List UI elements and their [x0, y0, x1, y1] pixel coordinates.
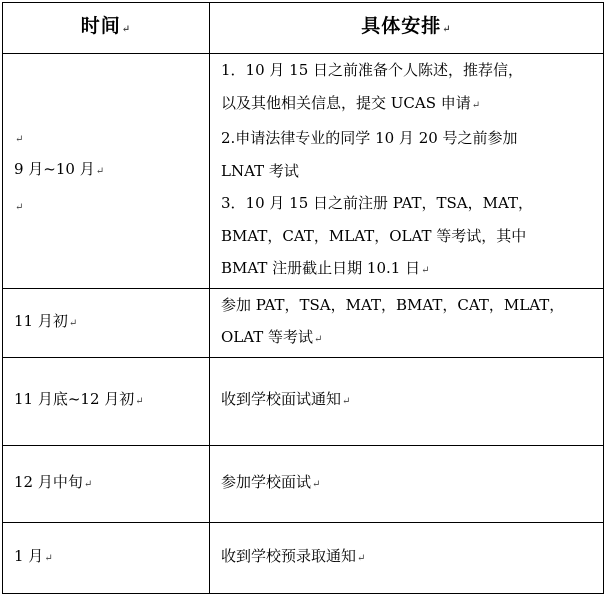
detail-cell: [210, 522, 604, 593]
time-cell: [3, 522, 210, 593]
time-cell: [3, 357, 210, 445]
table-row: [3, 357, 604, 445]
schedule-table: [2, 2, 604, 594]
time-cell: [3, 445, 210, 522]
empty-paragraph: [14, 121, 203, 154]
detail-line: 2.申请法律专业的同学 10 月 20 号之前参加: [221, 129, 518, 147]
time-text: 9 月~10 月: [14, 160, 95, 178]
paragraph-mark-icon: ↵: [83, 478, 93, 490]
paragraph-mark-icon: ↵: [342, 396, 351, 408]
time-cell: [3, 288, 210, 357]
header-time: [3, 3, 210, 54]
paragraph-mark-icon: ↵: [421, 265, 430, 276]
time-text: 11 月初: [14, 311, 68, 330]
paragraph-mark-icon: ↵: [471, 99, 481, 111]
paragraph-mark-icon: ↵: [442, 23, 452, 35]
detail-cell: [210, 54, 604, 289]
time-cell: [3, 54, 210, 289]
table-row: [3, 445, 604, 522]
detail-line: 1．10 月 15 日之前准备个人陈述，推荐信，: [221, 61, 524, 79]
table-row: [3, 54, 604, 289]
detail-text: OLAT 等考试: [221, 328, 314, 346]
detail-line: [221, 87, 597, 123]
table-row: [3, 288, 604, 357]
detail-line: LNAT 考试: [221, 161, 299, 180]
table-row: [3, 522, 604, 593]
paragraph-mark-icon: ↵: [135, 396, 144, 408]
empty-paragraph: [14, 189, 203, 222]
detail-line: [221, 321, 597, 357]
paragraph-mark-icon: ↵: [357, 552, 366, 564]
detail-text: BMAT 注册截止日期 10.1 日: [221, 259, 421, 277]
paragraph-mark-icon: ↵: [44, 552, 53, 564]
detail-cell: [210, 445, 604, 522]
paragraph-mark-icon: ↵: [15, 133, 24, 145]
header-schedule: [210, 3, 604, 54]
paragraph-mark-icon: ↵: [95, 166, 105, 177]
detail-line: BMAT，CAT，MLAT，OLAT 等考试，其中: [221, 226, 527, 245]
table-header-row: [3, 3, 604, 54]
paragraph-mark-icon: ↵: [15, 201, 24, 213]
detail-cell: [210, 357, 604, 445]
detail-line: 3．10 月 15 日之前注册 PAT，TSA，MAT，: [221, 194, 534, 212]
paragraph-mark-icon: ↵: [312, 478, 321, 490]
paragraph-mark-icon: ↵: [314, 334, 323, 345]
detail-text: 参加学校面试: [221, 472, 312, 491]
detail-line: 参加 PAT，TSA，MAT，BMAT，CAT，MLAT，: [221, 295, 565, 314]
header-schedule-label: 具体安排: [361, 14, 442, 37]
detail-text: 以及其他相关信息，提交 UCAS 申请: [221, 93, 471, 112]
header-time-label: 时间: [80, 14, 121, 37]
detail-line: [221, 252, 597, 288]
detail-text: 收到学校面试通知: [221, 390, 342, 409]
paragraph-mark-icon: ↵: [121, 23, 132, 35]
paragraph-mark-icon: ↵: [68, 317, 78, 329]
time-text: 1 月: [14, 546, 44, 565]
time-text: 11 月底~12 月初: [14, 390, 135, 409]
detail-cell: [210, 288, 604, 357]
time-text: 12 月中旬: [14, 472, 83, 491]
detail-text: 收到学校预录取通知: [221, 546, 357, 565]
time-line: [14, 153, 203, 189]
